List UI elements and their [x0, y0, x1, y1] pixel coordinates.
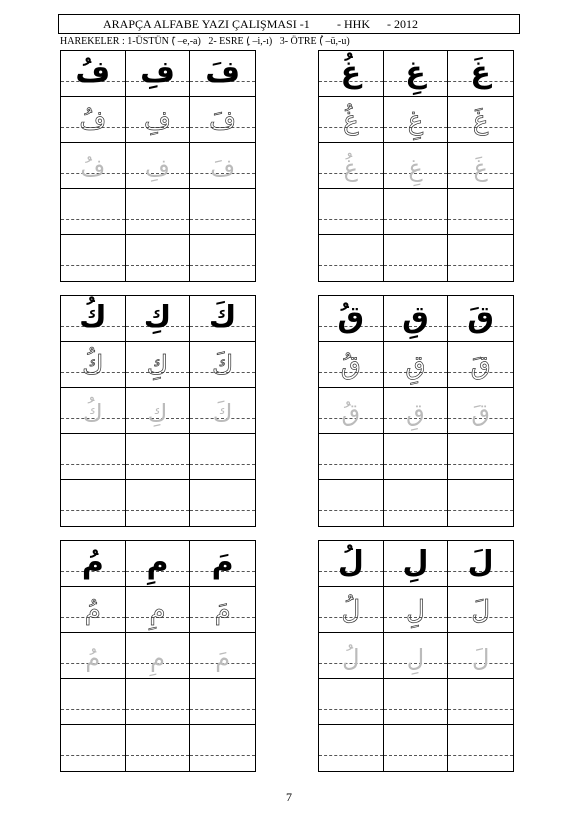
tracing-letter: مَ	[214, 596, 231, 626]
model-letter: لَ	[467, 545, 494, 580]
baseline-guide	[190, 219, 255, 220]
letter-grid-kef	[60, 295, 256, 527]
tracing-letter: غَ	[472, 106, 489, 136]
baseline-guide	[384, 219, 448, 220]
practice-cell	[126, 541, 191, 587]
practice-cell	[384, 143, 449, 189]
practice-cell	[384, 541, 449, 587]
model-letter: كَ	[208, 300, 237, 335]
baseline-guide	[126, 709, 190, 710]
baseline-guide	[61, 709, 125, 710]
model-letter: فَ	[205, 55, 241, 90]
practice-cell	[190, 434, 255, 480]
model-letter: فِ	[140, 55, 175, 90]
page-number: 7	[286, 790, 292, 804]
baseline-guide	[61, 755, 125, 756]
practice-cell	[61, 235, 126, 281]
baseline-guide	[61, 464, 125, 465]
practice-cell	[319, 480, 384, 526]
baseline-guide	[61, 219, 125, 220]
practice-cell	[319, 679, 384, 725]
baseline-guide	[384, 464, 448, 465]
baseline-guide	[319, 709, 383, 710]
tracing-letter: كِ	[146, 351, 169, 381]
baseline-guide	[190, 265, 255, 266]
letter-grid-lam	[318, 540, 514, 772]
model-letter: كِ	[143, 300, 172, 335]
practice-cell	[126, 189, 191, 235]
baseline-guide	[126, 510, 190, 511]
practice-cell	[190, 235, 255, 281]
practice-cell	[126, 342, 191, 388]
tracing-letter: مِ	[150, 644, 165, 672]
baseline-guide	[190, 510, 255, 511]
tracing-letter: غُ	[343, 106, 359, 136]
practice-cell	[126, 51, 191, 97]
harekeler-legend: HAREKELER : 1-ÜSTÜN (َ –e,-a) 2- ESRE (ِ –i,-ı) 3- ÖTRE (ُ –ü,-u)	[60, 36, 350, 47]
tracing-letter: لَ	[471, 644, 490, 672]
model-letter: قَ	[467, 300, 495, 335]
model-letter: كُ	[79, 300, 107, 335]
tracing-letter: مِ	[149, 596, 166, 626]
tracing-letter: كِ	[147, 399, 168, 427]
baseline-guide	[319, 219, 383, 220]
tracing-letter: لُ	[341, 596, 361, 626]
baseline-guide	[190, 755, 255, 756]
practice-cell	[448, 434, 513, 480]
practice-cell	[61, 434, 126, 480]
practice-cell	[384, 189, 449, 235]
baseline-guide	[126, 265, 190, 266]
tracing-letter: كُ	[82, 399, 103, 427]
practice-cell	[61, 342, 126, 388]
practice-cell	[61, 480, 126, 526]
practice-cell	[319, 143, 384, 189]
practice-cell	[448, 541, 513, 587]
tracing-letter: قَ	[471, 399, 490, 427]
practice-cell	[319, 189, 384, 235]
practice-cell	[319, 587, 384, 633]
tracing-letter: فُ	[79, 106, 107, 136]
practice-cell	[190, 587, 255, 633]
model-letter: قِ	[402, 300, 429, 335]
practice-cell	[319, 296, 384, 342]
tracing-letter: غِ	[408, 154, 423, 182]
practice-cell	[448, 388, 513, 434]
tracing-letter: كَ	[211, 351, 234, 381]
practice-cell	[319, 725, 384, 771]
practice-cell	[126, 97, 191, 143]
practice-cell	[126, 587, 191, 633]
year: - 2012	[387, 17, 418, 31]
practice-cell	[384, 97, 449, 143]
model-letter: غِ	[405, 55, 426, 90]
tracing-letter: مُ	[84, 596, 101, 626]
practice-cell	[190, 143, 255, 189]
tracing-letter: لُ	[342, 644, 360, 672]
baseline-guide	[384, 265, 448, 266]
practice-cell	[126, 725, 191, 771]
tracing-letter: فَ	[210, 154, 236, 182]
practice-cell	[126, 434, 191, 480]
tracing-letter: قَ	[470, 351, 491, 381]
practice-cell	[61, 97, 126, 143]
practice-cell	[61, 725, 126, 771]
practice-cell	[126, 143, 191, 189]
baseline-guide	[384, 510, 448, 511]
baseline-guide	[126, 219, 190, 220]
tracing-letter: غُ	[343, 154, 358, 182]
tracing-letter: قُ	[340, 351, 361, 381]
baseline-guide	[190, 709, 255, 710]
practice-cell	[190, 388, 255, 434]
baseline-guide	[448, 510, 513, 511]
practice-cell	[61, 587, 126, 633]
practice-cell	[61, 679, 126, 725]
tracing-letter: لِ	[406, 644, 425, 672]
practice-cell	[126, 480, 191, 526]
practice-cell	[384, 633, 449, 679]
practice-cell	[61, 51, 126, 97]
tracing-letter: مُ	[85, 644, 101, 672]
tracing-letter: كُ	[82, 351, 104, 381]
practice-cell	[319, 342, 384, 388]
tracing-letter: غَ	[473, 154, 488, 182]
practice-cell	[319, 633, 384, 679]
baseline-guide	[126, 755, 190, 756]
practice-cell	[448, 296, 513, 342]
tracing-letter: لَ	[471, 596, 491, 626]
practice-cell	[190, 480, 255, 526]
model-letter: مُ	[81, 545, 104, 580]
model-letter: غُ	[340, 55, 362, 90]
practice-cell	[448, 51, 513, 97]
practice-cell	[448, 189, 513, 235]
baseline-guide	[190, 464, 255, 465]
practice-cell	[61, 633, 126, 679]
worksheet-title-box	[58, 14, 520, 34]
model-letter: مَ	[211, 545, 234, 580]
letter-grid-kaf	[318, 295, 514, 527]
baseline-guide	[384, 709, 448, 710]
practice-cell	[190, 97, 255, 143]
model-letter: مِ	[146, 545, 169, 580]
model-letter: فُ	[75, 55, 111, 90]
practice-cell	[384, 480, 449, 526]
letter-grid-mim	[60, 540, 256, 772]
practice-cell	[448, 633, 513, 679]
practice-cell	[319, 235, 384, 281]
practice-cell	[190, 679, 255, 725]
practice-cell	[190, 541, 255, 587]
practice-cell	[448, 342, 513, 388]
baseline-guide	[384, 755, 448, 756]
practice-cell	[190, 342, 255, 388]
baseline-guide	[126, 464, 190, 465]
author-code: - HHK	[337, 17, 370, 31]
practice-cell	[319, 434, 384, 480]
practice-cell	[126, 388, 191, 434]
practice-cell	[384, 434, 449, 480]
practice-cell	[384, 725, 449, 771]
model-letter: لُ	[337, 545, 364, 580]
model-letter: غَ	[470, 55, 491, 90]
practice-cell	[319, 388, 384, 434]
practice-cell	[448, 235, 513, 281]
baseline-guide	[319, 510, 383, 511]
practice-cell	[61, 189, 126, 235]
letter-grid-gayn	[318, 50, 514, 282]
letter-grid-fa	[60, 50, 256, 282]
practice-cell	[61, 541, 126, 587]
practice-cell	[190, 296, 255, 342]
baseline-guide	[448, 755, 513, 756]
practice-cell	[126, 679, 191, 725]
practice-cell	[448, 480, 513, 526]
tracing-letter: فِ	[145, 154, 170, 182]
tracing-letter: قُ	[341, 399, 361, 427]
practice-cell	[448, 97, 513, 143]
tracing-letter: مَ	[215, 644, 231, 672]
practice-cell	[448, 725, 513, 771]
practice-cell	[384, 587, 449, 633]
practice-cell	[61, 296, 126, 342]
practice-cell	[384, 679, 449, 725]
baseline-guide	[61, 265, 125, 266]
practice-cell	[319, 541, 384, 587]
practice-cell	[190, 189, 255, 235]
practice-cell	[384, 51, 449, 97]
worksheet-title: ARAPÇA ALFABE YAZI ÇALIŞMASI -1	[103, 17, 310, 31]
tracing-letter: لِ	[406, 596, 425, 626]
practice-cell	[126, 633, 191, 679]
baseline-guide	[319, 265, 383, 266]
tracing-letter: قِ	[406, 399, 425, 427]
practice-cell	[319, 51, 384, 97]
practice-cell	[126, 296, 191, 342]
baseline-guide	[448, 464, 513, 465]
practice-cell	[448, 587, 513, 633]
practice-cell	[61, 388, 126, 434]
baseline-guide	[448, 709, 513, 710]
baseline-guide	[319, 464, 383, 465]
practice-cell	[384, 342, 449, 388]
tracing-letter: فَ	[209, 106, 237, 136]
practice-cell	[126, 235, 191, 281]
practice-cell	[448, 143, 513, 189]
tracing-letter: كَ	[212, 399, 233, 427]
practice-cell	[61, 143, 126, 189]
practice-cell	[190, 633, 255, 679]
baseline-guide	[448, 219, 513, 220]
tracing-letter: فُ	[80, 154, 106, 182]
practice-cell	[190, 51, 255, 97]
practice-cell	[190, 725, 255, 771]
tracing-letter: قِ	[405, 351, 426, 381]
tracing-letter: فِ	[144, 106, 171, 136]
baseline-guide	[319, 755, 383, 756]
practice-cell	[384, 296, 449, 342]
model-letter: قُ	[337, 300, 365, 335]
practice-cell	[384, 235, 449, 281]
baseline-guide	[448, 265, 513, 266]
baseline-guide	[61, 510, 125, 511]
practice-cell	[448, 679, 513, 725]
model-letter: لِ	[402, 545, 429, 580]
practice-cell	[319, 97, 384, 143]
tracing-letter: غِ	[407, 106, 424, 136]
practice-cell	[384, 388, 449, 434]
